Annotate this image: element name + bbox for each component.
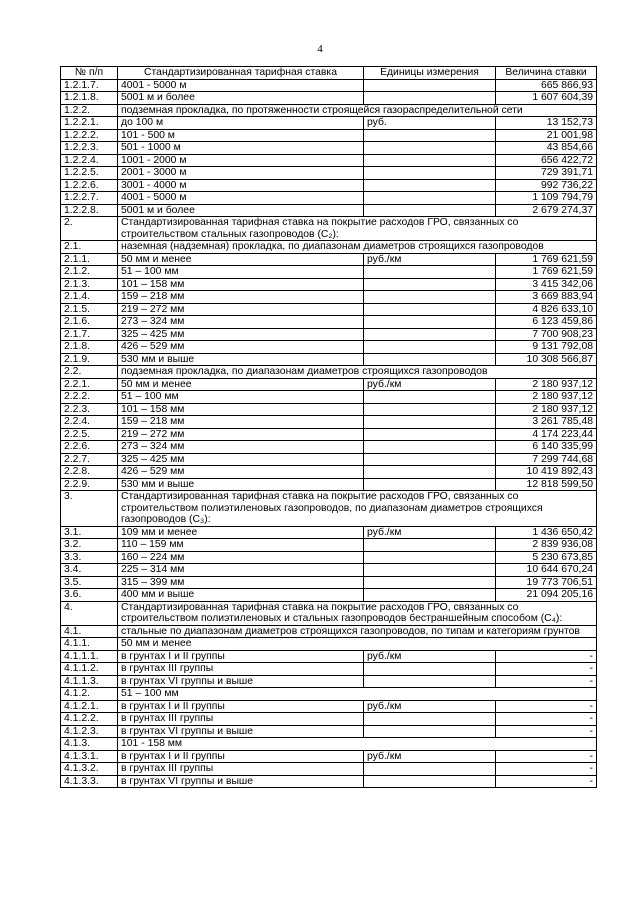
row-number: 4.1.1.2. [61,663,118,676]
row-unit [364,478,496,491]
row-number: 4.1.3.1. [61,750,118,763]
row-number: 4.1.2.3. [61,725,118,738]
row-number: 4.1.3.2. [61,763,118,776]
row-value: 12 818 599,50 [496,478,597,491]
row-number: 3.6. [61,589,118,602]
row-name: в грунтах VI группы и выше [118,675,364,688]
section-row [61,366,597,379]
table-row [61,154,597,167]
row-unit [364,675,496,688]
row-name: 51 – 100 мм [118,391,364,404]
row-number: 1.2.2.7. [61,192,118,205]
row-name: 315 – 399 мм [118,576,364,589]
row-name: 4001 - 5000 м [118,79,364,92]
row-number: 2.2. [61,366,118,379]
table-row [61,526,597,539]
row-unit [364,79,496,92]
row-name: 5001 м и более [118,204,364,217]
row-unit [364,403,496,416]
row-name: 160 – 224 мм [118,551,364,564]
row-unit [364,713,496,726]
row-name: 1001 - 2000 м [118,154,364,167]
header-name: Стандартизированная тарифная ставка [118,67,364,80]
row-number: 1.2.2.3. [61,142,118,155]
row-unit [364,291,496,304]
table-row [61,564,597,577]
row-number: 4.1.3.3. [61,775,118,788]
row-name: 159 – 218 мм [118,291,364,304]
table-row [61,416,597,429]
row-name: 225 – 314 мм [118,564,364,577]
table-row [61,466,597,479]
section-title: Стандартизированная тарифная ставка на покрытие расходов ГРО, связанных со строительством полиэтиленовых газопроводов, по диапазонам диаметров строящихся газопроводов (С₃): [118,491,597,527]
table-row [61,775,597,788]
table-row [61,316,597,329]
section-row [61,738,597,751]
table-row [61,278,597,291]
row-name: 219 – 272 мм [118,303,364,316]
table-body [61,79,597,788]
row-name: в грунтах III группы [118,713,364,726]
row-value: 7 299 744,68 [496,453,597,466]
row-unit [364,341,496,354]
table-row [61,204,597,217]
row-number: 1.2.1.8. [61,92,118,105]
section-title: Стандартизированная тарифная ставка на покрытие расходов ГРО, связанных со строительством полиэтиленовых и стальных газопроводов бестраншейным способом (С₄): [118,601,597,625]
table-row [61,650,597,663]
row-value: 3 415 342,06 [496,278,597,291]
row-name: 325 – 425 мм [118,328,364,341]
row-value: 13 152,73 [496,117,597,130]
page-number: 4 [317,43,323,55]
row-number: 2.1.2. [61,266,118,279]
row-unit [364,725,496,738]
row-name: 101 – 158 мм [118,278,364,291]
row-unit: руб./км [364,253,496,266]
row-number: 2.2.4. [61,416,118,429]
table-row [61,589,597,602]
table-row [61,79,597,92]
row-unit [364,92,496,105]
row-unit [364,466,496,479]
row-value: 19 773 706,51 [496,576,597,589]
row-unit [364,316,496,329]
row-unit [364,564,496,577]
row-number: 1.2.2.8. [61,204,118,217]
row-value: 3 669 883,94 [496,291,597,304]
row-number: 4.1.1. [61,638,118,651]
row-value: - [496,700,597,713]
section-title: 50 мм и менее [118,638,597,651]
row-unit [364,441,496,454]
row-unit [364,763,496,776]
row-number: 3. [61,491,118,527]
row-number: 2.1. [61,241,118,254]
row-name: 501 - 1000 м [118,142,364,155]
row-number: 2.2.9. [61,478,118,491]
row-unit [364,154,496,167]
row-value: 2 180 937,12 [496,391,597,404]
row-name: 426 – 529 мм [118,466,364,479]
table-row [61,179,597,192]
row-number: 3.5. [61,576,118,589]
table-row [61,663,597,676]
row-name: в грунтах I и II группы [118,750,364,763]
section-row [61,241,597,254]
table-row [61,750,597,763]
row-number: 4.1.2. [61,688,118,701]
row-value: - [496,775,597,788]
section-row [61,491,597,527]
table-row [61,92,597,105]
row-value: 7 700 908,23 [496,328,597,341]
section-title: стальные по диапазонам диаметров строящихся газопроводов, по типам и категориям грунтов [118,625,597,638]
row-value: - [496,650,597,663]
row-unit [364,129,496,142]
row-number: 2.1.3. [61,278,118,291]
row-value: 2 180 937,12 [496,378,597,391]
row-value: 656 422,72 [496,154,597,167]
row-unit [364,167,496,180]
row-unit [364,576,496,589]
row-value: 6 140 335,99 [496,441,597,454]
row-value: 4 826 633,10 [496,303,597,316]
row-number: 1.2.2.1. [61,117,118,130]
section-title: подземная прокладка, по диапазонам диаметров строящихся газопроводов [118,366,597,379]
row-value: 21 001,98 [496,129,597,142]
table-row [61,303,597,316]
row-value: - [496,663,597,676]
row-value: 10 308 566,87 [496,353,597,366]
table-row [61,441,597,454]
row-value: 43 854,66 [496,142,597,155]
row-unit [364,551,496,564]
section-title: Стандартизированная тарифная ставка на покрытие расходов ГРО, связанных со строительством стальных газопроводов (С₂): [118,217,597,241]
row-number: 3.2. [61,539,118,552]
row-unit [364,428,496,441]
table-row [61,341,597,354]
row-number: 1.2.2.6. [61,179,118,192]
row-name: 426 – 529 мм [118,341,364,354]
table-row [61,378,597,391]
row-unit [364,303,496,316]
row-unit [364,353,496,366]
table-row [61,713,597,726]
row-name: 109 мм и менее [118,526,364,539]
row-number: 4. [61,601,118,625]
table-row [61,700,597,713]
row-number: 3.3. [61,551,118,564]
row-name: 159 – 218 мм [118,416,364,429]
row-value: 2 679 274,37 [496,204,597,217]
section-title: 51 – 100 мм [118,688,597,701]
row-number: 2.2.3. [61,403,118,416]
table-row [61,428,597,441]
header-unit: Единицы измерения [364,67,496,80]
row-name: 50 мм и менее [118,378,364,391]
row-value: 6 123 459,86 [496,316,597,329]
row-value: - [496,675,597,688]
row-name: 101 – 158 мм [118,403,364,416]
table-row [61,478,597,491]
row-unit: руб./км [364,750,496,763]
row-name: 530 мм и выше [118,478,364,491]
table-row [61,328,597,341]
row-name: 325 – 425 мм [118,453,364,466]
row-name: 219 – 272 мм [118,428,364,441]
row-name: 101 - 500 м [118,129,364,142]
section-row [61,104,597,117]
row-number: 2.2.2. [61,391,118,404]
row-value: - [496,713,597,726]
row-unit [364,775,496,788]
row-unit: руб./км [364,650,496,663]
row-unit [364,266,496,279]
row-number: 2. [61,217,118,241]
row-value: 992 736,22 [496,179,597,192]
header-value: Величина ставки [496,67,597,80]
section-title: 101 - 158 мм [118,738,597,751]
table-row [61,129,597,142]
row-name: 400 мм и выше [118,589,364,602]
row-number: 1.2.2.2. [61,129,118,142]
row-number: 1.2.2. [61,104,118,117]
row-unit [364,328,496,341]
row-number: 3.4. [61,564,118,577]
section-title: подземная прокладка, по протяженности строящейся газораспределительной сети [118,104,597,117]
row-number: 2.1.4. [61,291,118,304]
row-number: 4.1.1.3. [61,675,118,688]
table-row [61,266,597,279]
section-row [61,217,597,241]
row-value: 1 109 794,79 [496,192,597,205]
row-number: 2.1.1. [61,253,118,266]
row-value: - [496,750,597,763]
row-value: 10 644 670,24 [496,564,597,577]
section-row [61,638,597,651]
table-row [61,353,597,366]
row-number: 2.1.6. [61,316,118,329]
row-unit [364,416,496,429]
row-number: 2.1.7. [61,328,118,341]
row-number: 2.2.5. [61,428,118,441]
row-unit: руб. [364,117,496,130]
section-row [61,625,597,638]
row-value: - [496,763,597,776]
row-number: 4.1.3. [61,738,118,751]
row-number: 2.2.8. [61,466,118,479]
row-number: 2.1.8. [61,341,118,354]
table-row [61,675,597,688]
tariff-table [60,66,597,788]
row-unit [364,278,496,291]
row-unit: руб./км [364,700,496,713]
row-unit [364,192,496,205]
row-unit: руб./км [364,378,496,391]
row-name: 110 – 159 мм [118,539,364,552]
row-number: 4.1. [61,625,118,638]
section-title: наземная (надземная) прокладка, по диапазонам диаметров строящихся газопроводов [118,241,597,254]
row-value: 3 261 785,48 [496,416,597,429]
table-header-row [61,67,597,80]
row-value: 1 607 604,39 [496,92,597,105]
row-value: 2 180 937,12 [496,403,597,416]
row-name: 3001 - 4000 м [118,179,364,192]
row-unit: руб./км [364,526,496,539]
row-name: в грунтах VI группы и выше [118,725,364,738]
row-unit [364,391,496,404]
row-value: 5 230 673,85 [496,551,597,564]
table-row [61,551,597,564]
row-number: 1.2.2.4. [61,154,118,167]
row-name: 51 – 100 мм [118,266,364,279]
row-value: 2 839 936,08 [496,539,597,552]
table-row [61,763,597,776]
row-value: 729 391,71 [496,167,597,180]
row-name: 530 мм и выше [118,353,364,366]
row-number: 2.2.6. [61,441,118,454]
row-unit [364,179,496,192]
row-name: в грунтах VI группы и выше [118,775,364,788]
row-name: в грунтах I и II группы [118,700,364,713]
section-row [61,601,597,625]
row-unit [364,204,496,217]
row-unit [364,453,496,466]
row-value: 1 769 621,59 [496,253,597,266]
row-number: 4.1.2.1. [61,700,118,713]
row-number: 2.1.9. [61,353,118,366]
row-number: 2.2.1. [61,378,118,391]
row-value: 665 866,93 [496,79,597,92]
row-unit [364,142,496,155]
row-name: 50 мм и менее [118,253,364,266]
table-row [61,576,597,589]
row-number: 4.1.1.1. [61,650,118,663]
row-number: 2.2.7. [61,453,118,466]
row-name: 273 – 324 мм [118,316,364,329]
table-row [61,453,597,466]
row-name: в грунтах I и II группы [118,650,364,663]
table-row [61,253,597,266]
table-row [61,142,597,155]
row-name: в грунтах III группы [118,763,364,776]
row-name: 4001 - 5000 м [118,192,364,205]
row-name: до 100 м [118,117,364,130]
row-value: 4 174 223,44 [496,428,597,441]
table-row [61,167,597,180]
row-unit [364,539,496,552]
section-row [61,688,597,701]
row-value: 1 769 621,59 [496,266,597,279]
row-name: 273 – 324 мм [118,441,364,454]
table-row [61,391,597,404]
row-unit [364,589,496,602]
row-number: 2.1.5. [61,303,118,316]
row-name: 5001 м и более [118,92,364,105]
row-value: 1 436 650,42 [496,526,597,539]
row-number: 4.1.2.2. [61,713,118,726]
row-unit [364,663,496,676]
header-num: № п/п [61,67,118,80]
row-value: 10 419 892,43 [496,466,597,479]
table-row [61,403,597,416]
row-value: 9 131 792,08 [496,341,597,354]
row-value: - [496,725,597,738]
row-number: 3.1. [61,526,118,539]
row-value: 21 094 205,16 [496,589,597,602]
table-row [61,291,597,304]
row-number: 1.2.1.7. [61,79,118,92]
table-row [61,192,597,205]
row-number: 1.2.2.5. [61,167,118,180]
table-row [61,725,597,738]
row-name: 2001 - 3000 м [118,167,364,180]
table-row [61,117,597,130]
table-row [61,539,597,552]
row-name: в грунтах III группы [118,663,364,676]
